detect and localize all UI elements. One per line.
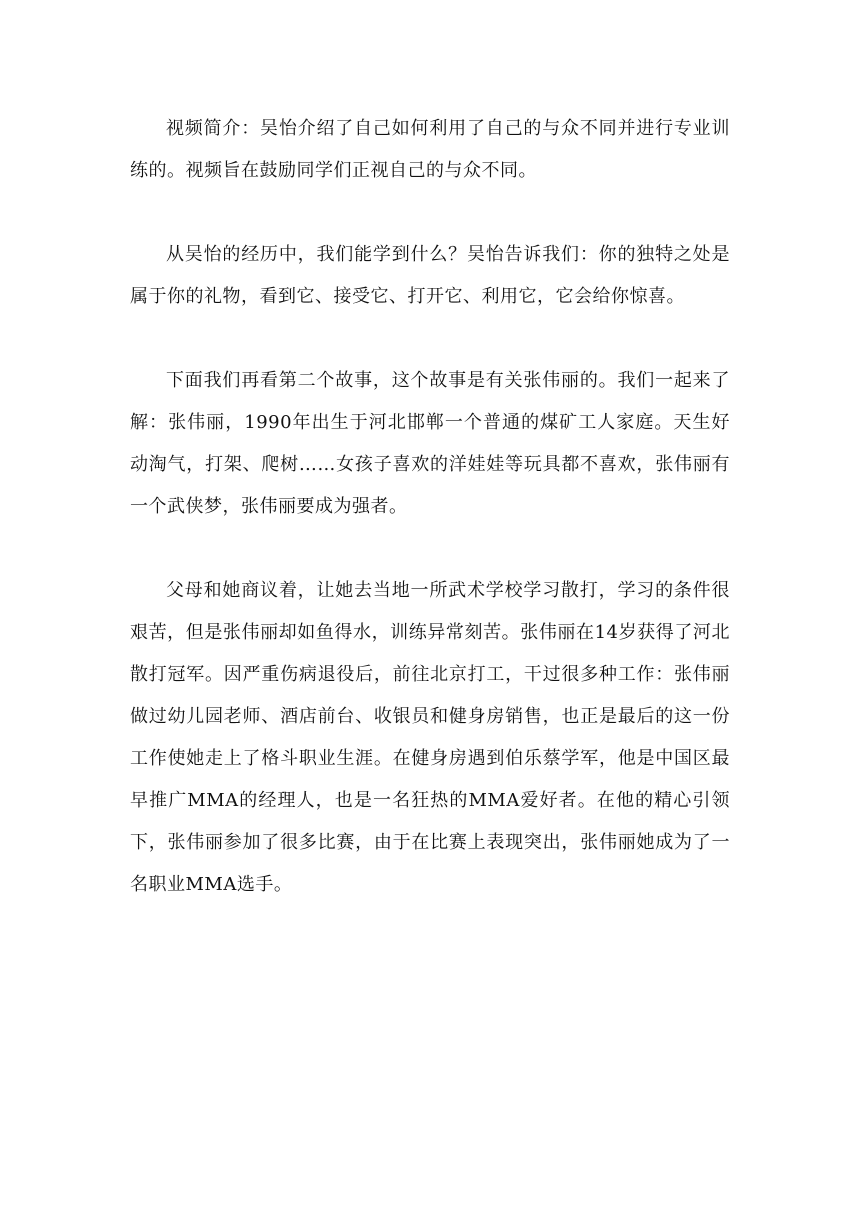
paragraph-spacer	[130, 528, 730, 570]
document-body	[130, 108, 730, 906]
paragraph-spacer	[130, 318, 730, 360]
paragraph-second-story: 下面我们再看第二个故事，这个故事是有关张伟丽的。我们一起来了解：张伟丽，1990年出生于河北邯郸一个普通的煤矿工人家庭。天生好动淘气，打架、爬树……女孩子喜欢的洋娃娃等玩具都不喜欢，张伟丽有一个武侠梦，张伟丽要成为强者。	[130, 370, 730, 517]
paragraph-spacer	[130, 192, 730, 234]
paragraph-lesson: 从吴怡的经历中，我们能学到什么？吴怡告诉我们：你的独特之处是属于你的礼物，看到它、接受它、打开它、利用它，它会给你惊喜。	[130, 244, 730, 307]
paragraph-video-intro: 视频简介：吴怡介绍了自己如何利用了自己的与众不同并进行专业训练的。视频旨在鼓励同学们正视自己的与众不同。	[130, 118, 730, 181]
paragraph-career: 父母和她商议着，让她去当地一所武术学校学习散打，学习的条件很艰苦，但是张伟丽却如鱼得水，训练异常刻苦。张伟丽在14岁获得了河北散打冠军。因严重伤病退役后，前往北京打工，干过很多种工作：张伟丽做过幼儿园老师、酒店前台、收银员和健身房销售，也正是最后的这一份工作使她走上了格斗职业生涯。在健身房遇到伯乐蔡学军，他是中国区最早推广MMA的经理人，也是一名狂热的MMA爱好者。在他的精心引领下，张伟丽参加了很多比赛，由于在比赛上表现突出，张伟丽她成为了一名职业MMA选手。	[130, 580, 730, 895]
